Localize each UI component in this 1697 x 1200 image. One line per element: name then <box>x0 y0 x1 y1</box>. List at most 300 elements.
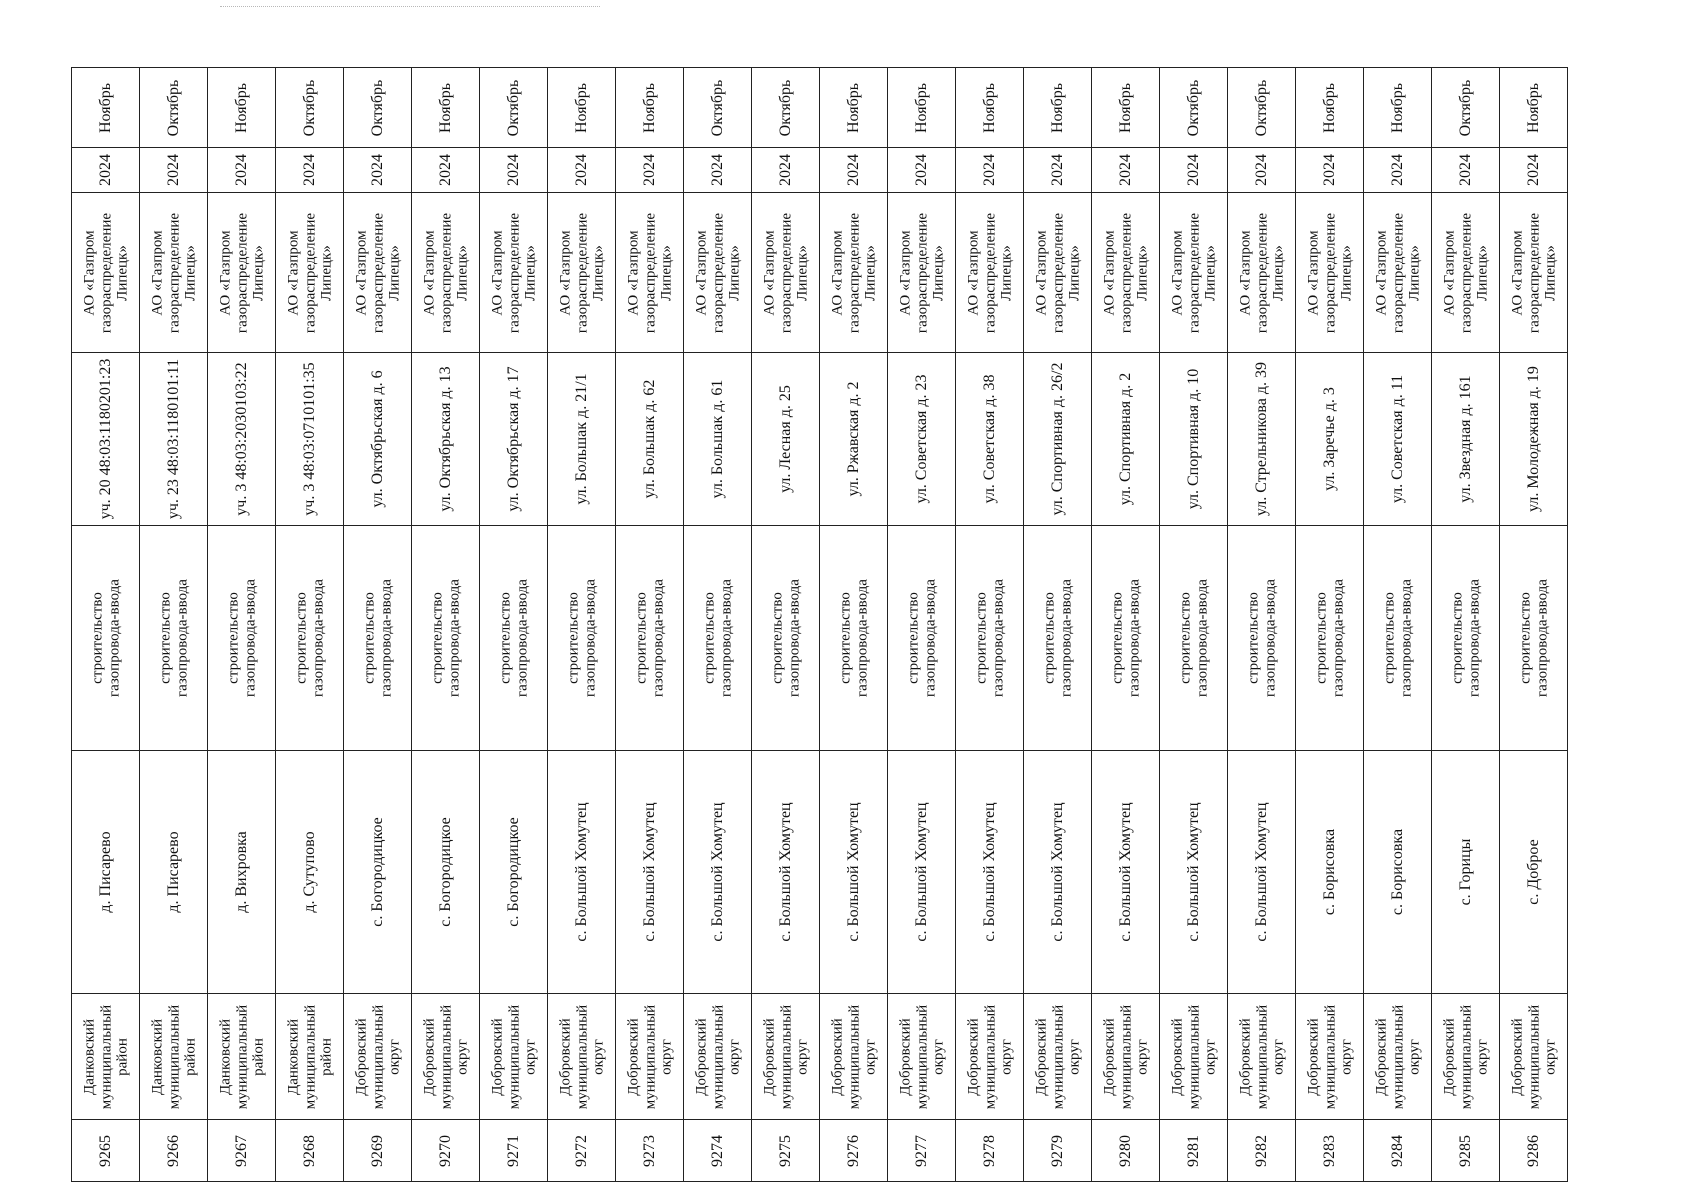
month-cell-text: Октябрь <box>368 79 386 136</box>
work-cell-text: строительство газопровода-ввода <box>565 579 598 697</box>
month-cell-text: Ноябрь <box>232 82 250 133</box>
address-cell <box>1092 353 1160 526</box>
year-cell-text: 2024 <box>776 154 794 186</box>
rotated-table <box>71 67 1568 1182</box>
work-cell <box>140 526 208 751</box>
settlement-cell <box>752 751 820 994</box>
month-cell-text: Ноябрь <box>436 82 454 133</box>
row-number-cell-text: 9271 <box>504 1134 522 1167</box>
row-number-cell <box>820 1120 888 1182</box>
municipality-cell-text: Добровский муниципальный округ <box>352 1004 402 1109</box>
month-cell-text: Ноябрь <box>1320 82 1338 133</box>
work-cell-text: строительство газопровода-ввода <box>1177 579 1210 697</box>
work-cell-text: строительство газопровода-ввода <box>1245 579 1278 697</box>
row-number-cell <box>1432 1120 1500 1182</box>
company-cell-text: АО «Газпром газораспределение Липецк» <box>1032 212 1082 333</box>
address-cell-text: ул. Большак д. 62 <box>640 379 658 499</box>
row-number-cell-text: 9277 <box>912 1134 930 1167</box>
row-number-cell-text: 9274 <box>708 1134 726 1167</box>
municipality-cell <box>820 994 888 1120</box>
work-cell-text: строительство газопровода-ввода <box>361 579 394 697</box>
company-cell-text: АО «Газпром газораспределение Липецк» <box>964 212 1014 333</box>
settlement-cell-text: с. Большой Хомутец <box>1184 802 1202 942</box>
address-cell-text: уч. 20 48:03:1180201:23 <box>96 358 114 520</box>
work-cell-text: строительство газопровода-ввода <box>1041 579 1074 697</box>
row-number-cell <box>1364 1120 1432 1182</box>
settlement-cell <box>1432 751 1500 994</box>
municipality-cell-text: Добровский муниципальный округ <box>964 1004 1014 1109</box>
municipality-cell <box>1024 994 1092 1120</box>
municipality-cell <box>616 994 684 1120</box>
work-cell <box>1092 526 1160 751</box>
company-cell <box>752 193 820 353</box>
month-cell-text: Ноябрь <box>96 82 114 133</box>
municipality-cell-text: Добровский муниципальный округ <box>1508 1004 1558 1109</box>
work-cell <box>208 526 276 751</box>
municipality-cell <box>412 994 480 1120</box>
month-cell <box>616 68 684 148</box>
row-number-cell-text: 9286 <box>1524 1134 1542 1167</box>
year-cell <box>956 148 1024 193</box>
month-cell-text: Ноябрь <box>572 82 590 133</box>
company-cell-text: АО «Газпром газораспределение Липецк» <box>1508 212 1558 333</box>
month-cell <box>344 68 412 148</box>
settlement-cell <box>1160 751 1228 994</box>
year-cell-text: 2024 <box>368 154 386 186</box>
month-cell <box>412 68 480 148</box>
address-cell <box>1500 353 1568 526</box>
company-cell-text: АО «Газпром газораспределение Липецк» <box>692 212 742 333</box>
settlement-cell <box>276 751 344 994</box>
address-cell <box>1160 353 1228 526</box>
work-cell <box>1500 526 1568 751</box>
company-cell <box>276 193 344 353</box>
settlement-cell-text: с. Доброе <box>1524 839 1542 905</box>
work-cell <box>888 526 956 751</box>
address-cell <box>1296 353 1364 526</box>
municipality-cell-text: Добровский муниципальный округ <box>760 1004 810 1109</box>
company-cell <box>1092 193 1160 353</box>
municipality-cell-text: Добровский муниципальный округ <box>1304 1004 1354 1109</box>
row-number-cell <box>684 1120 752 1182</box>
address-cell <box>1432 353 1500 526</box>
work-cell-text: строительство газопровода-ввода <box>1109 579 1142 697</box>
company-cell-text: АО «Газпром газораспределение Липецк» <box>1440 212 1490 333</box>
month-cell <box>276 68 344 148</box>
settlement-cell <box>956 751 1024 994</box>
settlement-cell <box>1228 751 1296 994</box>
year-cell <box>72 148 140 193</box>
year-cell <box>276 148 344 193</box>
settlement-cell-text: с. Большой Хомутец <box>1252 802 1270 942</box>
address-cell-text: ул. Заречье д. 3 <box>1320 387 1338 491</box>
year-cell <box>344 148 412 193</box>
year-cell-text: 2024 <box>96 154 114 186</box>
municipality-cell <box>1364 994 1432 1120</box>
address-cell-text: ул. Советская д. 23 <box>912 374 930 504</box>
address-cell-text: ул. Советская д. 11 <box>1388 374 1406 504</box>
address-cell-text: ул. Октябрьская д. 6 <box>368 370 386 508</box>
row-number-cell <box>208 1120 276 1182</box>
month-cell <box>1024 68 1092 148</box>
company-cell-text: АО «Газпром газораспределение Липецк» <box>1372 212 1422 333</box>
settlement-cell-text: с. Большой Хомутец <box>572 802 590 942</box>
year-cell-text: 2024 <box>708 154 726 186</box>
year-cell <box>1024 148 1092 193</box>
year-cell-text: 2024 <box>504 154 522 186</box>
row-number-cell <box>1160 1120 1228 1182</box>
work-cell <box>820 526 888 751</box>
month-cell-text: Ноябрь <box>1116 82 1134 133</box>
month-cell-text: Ноябрь <box>912 82 930 133</box>
company-cell <box>412 193 480 353</box>
work-cell-text: строительство газопровода-ввода <box>769 579 802 697</box>
row-number-cell-text: 9278 <box>980 1134 998 1167</box>
address-cell-text: уч. 3 48:03:0710101:35 <box>300 362 318 516</box>
address-cell-text: ул. Советская д. 38 <box>980 374 998 504</box>
work-cell-text: строительство газопровода-ввода <box>905 579 938 697</box>
year-cell-text: 2024 <box>232 154 250 186</box>
month-cell <box>480 68 548 148</box>
work-cell <box>1228 526 1296 751</box>
address-cell-text: ул. Октябрьская д. 17 <box>504 366 522 512</box>
year-cell-text: 2024 <box>1456 154 1474 186</box>
row-number-cell-text: 9268 <box>300 1134 318 1167</box>
table-band-work <box>72 526 1568 751</box>
year-cell <box>1296 148 1364 193</box>
row-number-cell <box>412 1120 480 1182</box>
settlement-cell <box>1296 751 1364 994</box>
row-number-cell-text: 9270 <box>436 1134 454 1167</box>
work-cell-text: строительство газопровода-ввода <box>89 579 122 697</box>
work-cell-text: строительство газопровода-ввода <box>837 579 870 697</box>
municipality-cell-text: Добровский муниципальный округ <box>692 1004 742 1109</box>
row-number-cell-text: 9275 <box>776 1134 794 1167</box>
year-cell <box>1364 148 1432 193</box>
work-cell-text: строительство газопровода-ввода <box>429 579 462 697</box>
work-cell <box>412 526 480 751</box>
municipality-cell-text: Добровский муниципальный округ <box>1032 1004 1082 1109</box>
row-number-cell <box>1296 1120 1364 1182</box>
municipality-cell <box>1092 994 1160 1120</box>
address-cell-text: ул. Стрельникова д. 39 <box>1252 362 1270 516</box>
address-cell <box>616 353 684 526</box>
work-cell-text: строительство газопровода-ввода <box>701 579 734 697</box>
settlement-cell <box>140 751 208 994</box>
year-cell <box>888 148 956 193</box>
month-cell-text: Ноябрь <box>980 82 998 133</box>
municipality-cell <box>140 994 208 1120</box>
company-cell <box>480 193 548 353</box>
row-number-cell-text: 9276 <box>844 1134 862 1167</box>
month-cell-text: Ноябрь <box>1524 82 1542 133</box>
company-cell <box>1228 193 1296 353</box>
work-cell-text: строительство газопровода-ввода <box>633 579 666 697</box>
municipality-cell-text: Данковский муниципальный район <box>80 1004 130 1109</box>
settlement-cell-text: с. Большой Хомутец <box>912 802 930 942</box>
municipality-cell <box>956 994 1024 1120</box>
settlement-cell-text: д. Писарево <box>164 831 182 913</box>
row-number-cell-text: 9284 <box>1388 1134 1406 1167</box>
row-number-cell <box>1228 1120 1296 1182</box>
settlement-cell <box>888 751 956 994</box>
year-cell <box>208 148 276 193</box>
row-number-cell-text: 9281 <box>1184 1134 1202 1167</box>
table-band-month <box>72 68 1568 148</box>
month-cell <box>888 68 956 148</box>
company-cell <box>140 193 208 353</box>
address-cell <box>1228 353 1296 526</box>
settlement-cell-text: с. Богородицкое <box>436 817 454 927</box>
settlement-cell-text: с. Большой Хомутец <box>776 802 794 942</box>
municipality-cell <box>1500 994 1568 1120</box>
year-cell-text: 2024 <box>1116 154 1134 186</box>
row-number-cell <box>1500 1120 1568 1182</box>
municipality-cell <box>752 994 820 1120</box>
year-cell <box>480 148 548 193</box>
municipality-cell <box>548 994 616 1120</box>
year-cell <box>820 148 888 193</box>
work-cell-text: строительство газопровода-ввода <box>225 579 258 697</box>
row-number-cell <box>752 1120 820 1182</box>
municipality-cell-text: Добровский муниципальный округ <box>828 1004 878 1109</box>
municipality-cell-text: Данковский муниципальный район <box>284 1004 334 1109</box>
municipality-cell <box>1432 994 1500 1120</box>
table-band-year <box>72 148 1568 193</box>
address-cell <box>1364 353 1432 526</box>
row-number-cell <box>140 1120 208 1182</box>
month-cell <box>684 68 752 148</box>
work-cell-text: строительство газопровода-ввода <box>1517 579 1550 697</box>
address-cell <box>888 353 956 526</box>
settlement-cell <box>1364 751 1432 994</box>
address-cell-text: ул. Большак д. 21/1 <box>572 373 590 505</box>
municipality-cell-text: Добровский муниципальный округ <box>420 1004 470 1109</box>
work-cell-text: строительство газопровода-ввода <box>973 579 1006 697</box>
row-number-cell <box>888 1120 956 1182</box>
company-cell-text: АО «Газпром газораспределение Липецк» <box>352 212 402 333</box>
row-number-cell <box>1024 1120 1092 1182</box>
municipality-cell <box>684 994 752 1120</box>
address-cell-text: ул. Звездная д. 161 <box>1456 375 1474 503</box>
row-number-cell <box>956 1120 1024 1182</box>
address-cell <box>276 353 344 526</box>
company-cell <box>820 193 888 353</box>
company-cell <box>1432 193 1500 353</box>
company-cell-text: АО «Газпром газораспределение Липецк» <box>216 212 266 333</box>
address-cell-text: ул. Ржавская д. 2 <box>844 381 862 497</box>
year-cell <box>1160 148 1228 193</box>
row-number-cell <box>72 1120 140 1182</box>
month-cell <box>956 68 1024 148</box>
company-cell <box>1024 193 1092 353</box>
settlement-cell-text: с. Большой Хомутец <box>640 802 658 942</box>
year-cell-text: 2024 <box>164 154 182 186</box>
company-cell <box>548 193 616 353</box>
work-cell <box>276 526 344 751</box>
settlement-cell-text: с. Богородицкое <box>368 817 386 927</box>
municipality-cell-text: Добровский муниципальный округ <box>488 1004 538 1109</box>
settlement-cell <box>480 751 548 994</box>
scan-artifact <box>220 6 600 9</box>
settlement-cell-text: д. Писарево <box>96 831 114 913</box>
month-cell <box>1296 68 1364 148</box>
row-number-cell-text: 9265 <box>96 1134 114 1167</box>
table-band-municipality <box>72 994 1568 1120</box>
month-cell <box>1432 68 1500 148</box>
work-cell <box>684 526 752 751</box>
settlement-cell <box>412 751 480 994</box>
company-cell-text: АО «Газпром газораспределение Липецк» <box>488 212 538 333</box>
month-cell-text: Октябрь <box>1456 79 1474 136</box>
address-cell <box>820 353 888 526</box>
settlement-cell-text: с. Большой Хомутец <box>1116 802 1134 942</box>
address-cell-text: уч. 23 48:03:1180101:11 <box>164 358 182 520</box>
settlement-cell <box>1024 751 1092 994</box>
row-number-cell-text: 9272 <box>572 1134 590 1167</box>
work-cell <box>548 526 616 751</box>
work-cell-text: строительство газопровода-ввода <box>1381 579 1414 697</box>
month-cell <box>1500 68 1568 148</box>
work-cell <box>1024 526 1092 751</box>
year-cell <box>1432 148 1500 193</box>
municipality-cell-text: Добровский муниципальный округ <box>1236 1004 1286 1109</box>
year-cell-text: 2024 <box>436 154 454 186</box>
row-number-cell <box>480 1120 548 1182</box>
month-cell <box>548 68 616 148</box>
month-cell-text: Ноябрь <box>1048 82 1066 133</box>
address-cell-text: ул. Спортивная д. 10 <box>1184 368 1202 510</box>
municipality-cell <box>888 994 956 1120</box>
settlement-cell <box>344 751 412 994</box>
work-cell <box>1296 526 1364 751</box>
address-cell-text: ул. Октябрьская д. 13 <box>436 366 454 512</box>
address-cell <box>208 353 276 526</box>
company-cell-text: АО «Газпром газораспределение Липецк» <box>828 212 878 333</box>
year-cell <box>548 148 616 193</box>
year-cell <box>1500 148 1568 193</box>
row-number-cell-text: 9279 <box>1048 1134 1066 1167</box>
year-cell <box>1228 148 1296 193</box>
municipality-cell <box>72 994 140 1120</box>
municipality-cell <box>208 994 276 1120</box>
municipality-cell <box>276 994 344 1120</box>
settlement-cell-text: с. Борисовка <box>1320 828 1338 916</box>
month-cell <box>1092 68 1160 148</box>
month-cell <box>1228 68 1296 148</box>
company-cell-text: АО «Газпром газораспределение Липецк» <box>80 212 130 333</box>
month-cell-text: Ноябрь <box>844 82 862 133</box>
month-cell-text: Октябрь <box>776 79 794 136</box>
company-cell <box>1500 193 1568 353</box>
table-band-settlement <box>72 751 1568 994</box>
municipality-cell-text: Добровский муниципальный округ <box>556 1004 606 1109</box>
settlement-cell-text: д. Сутупово <box>300 831 318 913</box>
municipality-cell-text: Добровский муниципальный округ <box>624 1004 674 1109</box>
settlement-cell <box>1092 751 1160 994</box>
row-number-cell-text: 9282 <box>1252 1134 1270 1167</box>
work-cell-text: строительство газопровода-ввода <box>293 579 326 697</box>
address-cell <box>684 353 752 526</box>
month-cell <box>1160 68 1228 148</box>
address-cell-text: уч. 3 48:03:2030103:22 <box>232 362 250 516</box>
work-cell-text: строительство газопровода-ввода <box>1313 579 1346 697</box>
row-number-cell <box>344 1120 412 1182</box>
settlement-cell-text: д. Вихровка <box>232 831 250 913</box>
company-cell <box>1296 193 1364 353</box>
municipality-cell-text: Добровский муниципальный округ <box>1440 1004 1490 1109</box>
year-cell-text: 2024 <box>1184 154 1202 186</box>
municipality-cell <box>1160 994 1228 1120</box>
table-band-company <box>72 193 1568 353</box>
work-cell-text: строительство газопровода-ввода <box>157 579 190 697</box>
settlement-cell-text: с. Большой Хомутец <box>844 802 862 942</box>
company-cell-text: АО «Газпром газораспределение Липецк» <box>556 212 606 333</box>
year-cell-text: 2024 <box>640 154 658 186</box>
company-cell <box>956 193 1024 353</box>
work-cell <box>616 526 684 751</box>
settlement-cell-text: с. Большой Хомутец <box>980 802 998 942</box>
settlement-cell <box>616 751 684 994</box>
company-cell <box>208 193 276 353</box>
work-cell-text: строительство газопровода-ввода <box>1449 579 1482 697</box>
year-cell <box>140 148 208 193</box>
month-cell <box>140 68 208 148</box>
municipality-cell-text: Данковский муниципальный район <box>216 1004 266 1109</box>
company-cell-text: АО «Газпром газораспределение Липецк» <box>896 212 946 333</box>
settlement-cell <box>684 751 752 994</box>
month-cell <box>1364 68 1432 148</box>
address-cell-text: ул. Большак д. 61 <box>708 379 726 499</box>
address-cell <box>72 353 140 526</box>
settlement-cell <box>548 751 616 994</box>
row-number-cell-text: 9266 <box>164 1134 182 1167</box>
month-cell-text: Октябрь <box>164 79 182 136</box>
address-cell-text: ул. Лесная д. 25 <box>776 385 794 493</box>
year-cell-text: 2024 <box>300 154 318 186</box>
municipality-cell <box>344 994 412 1120</box>
year-cell-text: 2024 <box>1048 154 1066 186</box>
work-cell <box>1160 526 1228 751</box>
table-band-num <box>72 1120 1568 1182</box>
work-cell <box>480 526 548 751</box>
company-cell-text: АО «Газпром газораспределение Липецк» <box>420 212 470 333</box>
company-cell-text: АО «Газпром газораспределение Липецк» <box>624 212 674 333</box>
settlement-cell-text: с. Борисовка <box>1388 828 1406 916</box>
month-cell-text: Октябрь <box>300 79 318 136</box>
settlement-cell-text: с. Богородицкое <box>504 817 522 927</box>
address-cell <box>344 353 412 526</box>
settlement-cell <box>820 751 888 994</box>
settlement-cell <box>1500 751 1568 994</box>
settlement-cell-text: с. Большой Хомутец <box>1048 802 1066 942</box>
settlement-cell <box>208 751 276 994</box>
work-cell <box>1364 526 1432 751</box>
address-cell-text: ул. Спортивная д. 2 <box>1116 372 1134 506</box>
company-cell <box>684 193 752 353</box>
municipality-cell-text: Добровский муниципальный округ <box>1100 1004 1150 1109</box>
row-number-cell-text: 9285 <box>1456 1134 1474 1167</box>
company-cell-text: АО «Газпром газораспределение Липецк» <box>1304 212 1354 333</box>
month-cell-text: Октябрь <box>708 79 726 136</box>
year-cell-text: 2024 <box>1320 154 1338 186</box>
work-cell-text: строительство газопровода-ввода <box>497 579 530 697</box>
settlement-cell-text: с. Горицы <box>1456 838 1474 906</box>
address-cell <box>140 353 208 526</box>
row-number-cell <box>616 1120 684 1182</box>
company-cell <box>344 193 412 353</box>
row-number-cell-text: 9273 <box>640 1134 658 1167</box>
